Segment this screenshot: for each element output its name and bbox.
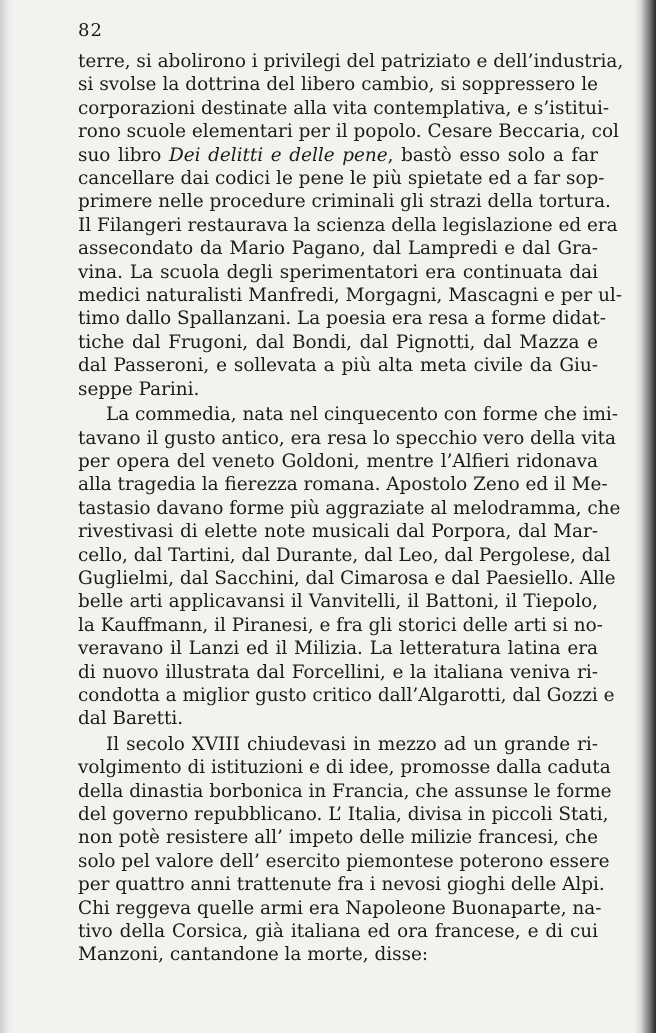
paragraph [78, 50, 624, 401]
text-line: primere nelle procedure criminali gli strazi della tortura. [78, 191, 611, 213]
paragraph [78, 403, 621, 731]
text-line: vina. La scuola degli sperimentatori era continuata dai [78, 261, 598, 283]
text-line: solo pel valore dell’ esercito piemontese poterono essere [78, 850, 610, 872]
text-line: la Kauffmann, il Piranesi, e fra gli storici delle arti si no- [78, 614, 603, 636]
page-right-edge-shadow [634, 0, 656, 1033]
text-line: timo dallo Spallanzani. La poesia era resa a forme didat- [78, 308, 606, 330]
text-line: tastasio davano forme più aggraziate al melodramma, che [78, 497, 621, 519]
text-line: rivestivasi di elette note musicali dal Porpora, dal Mar- [78, 521, 598, 543]
text-line: Manzoni, cantandone la morte, disse: [78, 944, 429, 966]
text-line: suo libro Dei delitti e delle pene, bastò esso solo a far [78, 144, 598, 166]
text-line: del governo repubblicano. L’ Italia, divisa in piccoli Stati, [78, 804, 609, 825]
paragraph [78, 733, 612, 967]
text-line: Chi reggeva quelle armi era Napoleone Buonaparte, na- [78, 897, 602, 919]
text-line: dal Passeroni, e sollevata a più alta meta civile da Giu- [78, 355, 598, 377]
text-line: per quattro anni trattenute fra i nevosi gioghi delle Alpi. [78, 874, 605, 896]
text-line: assecondato da Mario Pagano, dal Lampredi e dal Gra- [78, 238, 598, 260]
text-line: cancellare dai codici le pene le più spietate ed a far sop- [78, 168, 605, 190]
text-line: seppe Parini. [78, 378, 200, 400]
text-line: medici naturalisti Manfredi, Morgagni, Mascagni e per ul- [78, 285, 623, 307]
text-line: di nuovo illustrata dal Forcellini, e la italiana veniva ri- [78, 661, 598, 683]
text-line: La commedia, nata nel cinquecento con forme che imi- [106, 404, 618, 426]
text-line: rono scuole elementari per il popolo. Cesare Beccaria, col [78, 121, 619, 143]
page-number: 82 [78, 20, 103, 41]
text-line: della dinastia borbonica in Francia, che assunse le forme [78, 780, 612, 802]
text-line: volgimento di istituzioni e di idee, promosse dalla caduta [78, 757, 611, 779]
text-line: tivo della Corsica, già italiana ed ora francese, e di cui [78, 921, 598, 943]
body-text [78, 50, 624, 967]
text-line: dal Baretti. [78, 708, 184, 730]
text-line: corporazioni destinate alla vita contemplativa, e s’istitui- [78, 97, 610, 119]
text-line: condotta a miglior gusto critico dall’Algarotti, dal Gozzi e [78, 684, 615, 706]
text-line: terre, si abolirono i privilegi del patriziato e dell’industria, [78, 51, 624, 72]
page-left-edge [0, 0, 14, 1033]
text-line: non potè resistere all’ impeto delle milizie francesi, che [78, 827, 598, 849]
text-line: alla tragedia la fierezza romana. Apostolo Zeno ed il Me- [78, 474, 608, 496]
text-line: Il Filangeri restaurava la scienza della legislazione ed era [78, 214, 618, 236]
text-line: tavano il gusto antico, era resa lo specchio vero della vita [78, 427, 616, 449]
text-line: cello, dal Tartini, dal Durante, dal Leo, dal Pergolese, dal [78, 544, 611, 566]
text-line: Guglielmi, dal Sacchini, dal Cimarosa e dal Paesiello. Alle [78, 567, 616, 589]
text-line: veravano il Lanzi ed il Milizia. La letteratura latina era [78, 638, 598, 660]
text-line: tiche dal Frugoni, dal Bondi, dal Pignotti, dal Mazza e [78, 331, 598, 353]
text-line: si svolse la dottrina del libero cambio, si soppressero le [78, 74, 598, 96]
text-line: Il secolo XVIII chiudevasi in mezzo ad un grande ri- [106, 733, 598, 755]
text-line: per opera del veneto Goldoni, mentre l’Alfieri ridonava [78, 450, 598, 472]
text-line: belle arti applicavansi il Vanvitelli, il Battoni, il Tiepolo, [78, 591, 598, 613]
